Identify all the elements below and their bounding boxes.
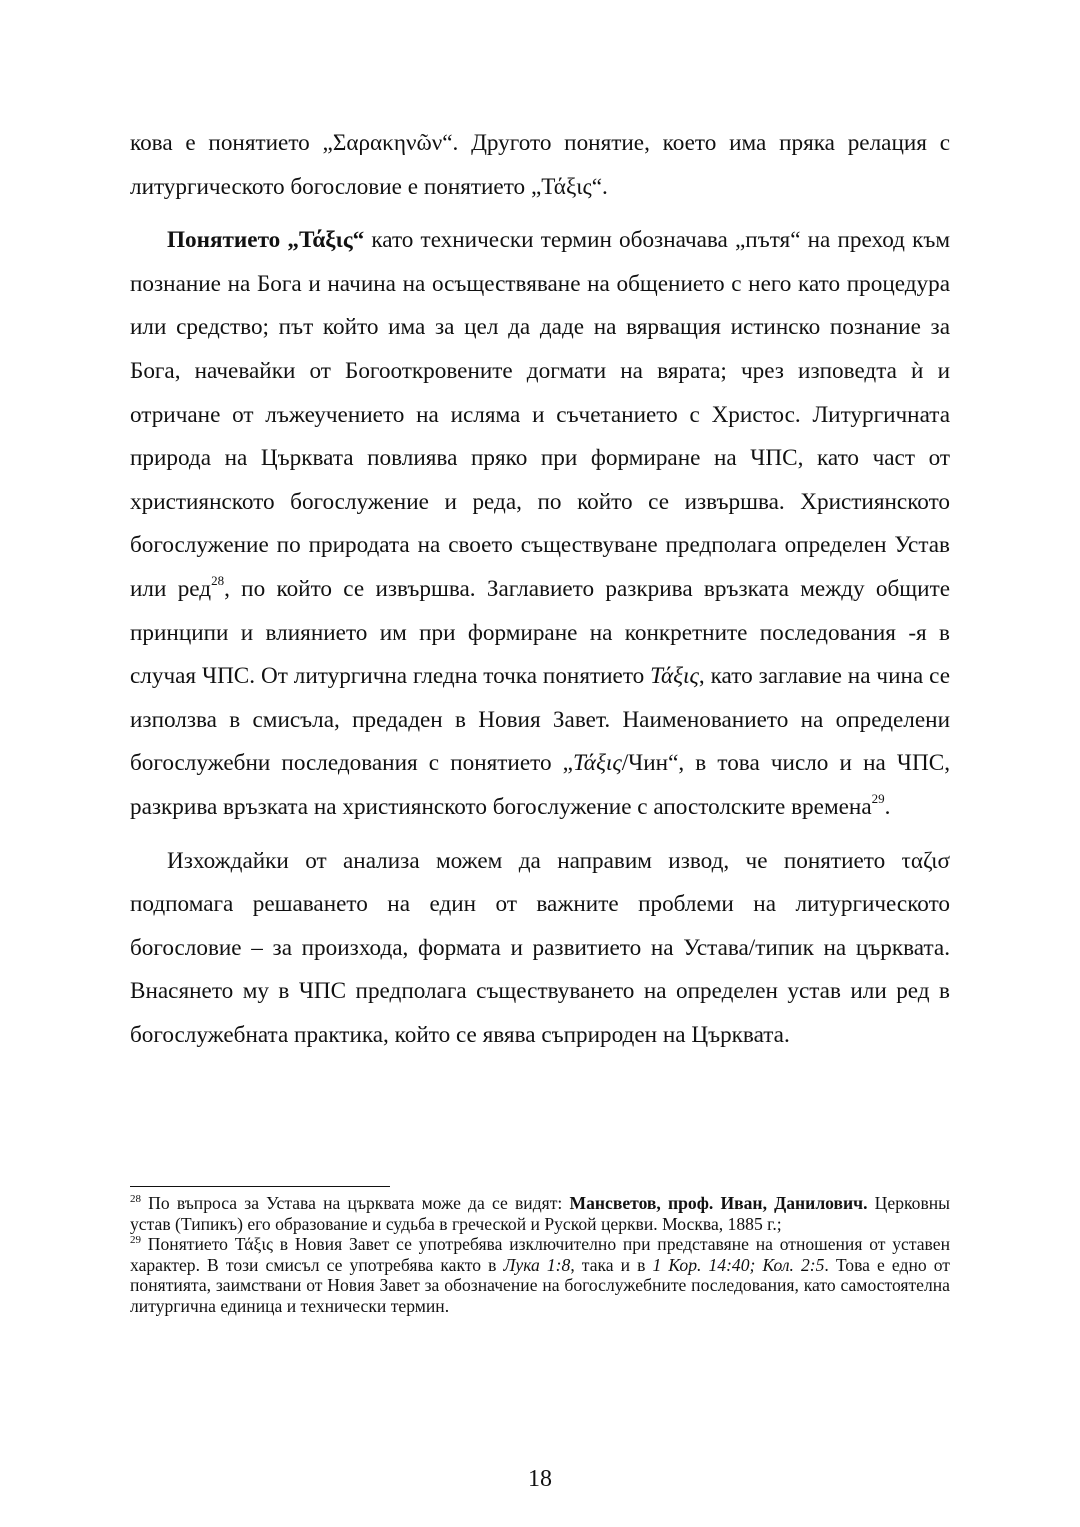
paragraph-1-text: кова е понятието „Σαρακηνῶν“. Другото понятие, което има пряка релация с литургическото богословие е понятието „Τάξις“. <box>130 130 950 200</box>
footnote-ref-28[interactable]: 28 <box>211 572 225 588</box>
footnote-28 <box>130 1193 950 1234</box>
footnote-28-number: 28 <box>130 1193 141 1205</box>
paragraph-2-italic-term-1: Τάξις <box>650 663 699 690</box>
paragraph-2-text-c: , като заглавие на чина се използва в смисъла, предаден в Новия Завет. Наименованието на определени богослужебни последования с понятието „ <box>130 663 950 777</box>
footnote-28-text-a: По въпроса за Устава на църквата може да се видят: <box>141 1193 570 1213</box>
footnotes <box>130 1193 950 1317</box>
paragraph-2-text-e: . <box>884 793 891 820</box>
paragraph-2-italic-term-2: Τάξις <box>572 750 622 777</box>
footnote-28-author: Мансветов, проф. Иван, Данилович. <box>569 1193 868 1213</box>
paragraph-2-bold-lead: Понятието „Τάξις“ <box>167 227 365 254</box>
page-number: 18 <box>528 1466 552 1492</box>
footnote-28-text-b: Церковны устав (Типикъ) его образование и судьба в греческой и Руской церкви. Москва, 1885 г.; <box>130 1193 950 1234</box>
footnote-29-number: 29 <box>130 1234 141 1247</box>
paragraph-2 <box>130 219 950 829</box>
paragraph-3-text: Изхождайки от анализа можем да направим извод, че понятието ταζισ подпомага решаването на един от важните проблеми на литургическото богословие – за произхода, формата и развитието на Устава/типик на църквата. Внасянето му в ЧПС предполага съществуването на определен устав или ред в богослужебната практика, който се явява съприроден на Църквата. <box>130 847 950 1048</box>
paragraph-2-text-a: като технически термин обозначава „пътя“ на преход към познание на Бога и начина на осъществяване на общението с него като процедура или средство; път който има за цел да даде на вярващия истинско познание за Бога, начевайки от Богооткровените догмати на вярата; чрез изповедта ѝ и отричане от лъжеучението на исляма и съчетанието с Христос. Литургичната природа на Църквата повлиява пряко при формиране на ЧПС, като част от християнското богослужение и реда, по който се извършва. Християнското богослужение по природата на своето съществуване предполага определен Устав или ред <box>130 227 950 602</box>
paragraph-3 <box>130 840 950 1058</box>
footnote-29-text-a: Понятието Τάξις в Новия Завет се употребява изключително при представяне на отношения от уставен характер. В този смисъл се употребява както в <box>130 1234 950 1275</box>
paragraph-1 <box>130 122 950 209</box>
paragraph-2-text-b: , по който се извършва. Заглавието разкрива връзката между общите принципи и влиянието им при формиране на конкретните последования -я в случая ЧПС. От литургична гледна точка понятието <box>130 575 950 690</box>
footnote-29-ref-luke: Лука 1:8 <box>503 1254 571 1275</box>
footnote-29-text-c: . Това е едно от понятията, заимствани от Новия Завет за обозначение на богослужебните последования, като самостоятелна литургична единица и технически термин. <box>130 1254 950 1316</box>
footnote-29-ref-cor: 1 Кор. 14:40; Кол. 2:5 <box>652 1254 825 1275</box>
paragraph-2-text-d: /Чин“, в това число и на ЧПС, разкрива връзката на християнското богослужение с апостолските времена <box>130 750 951 820</box>
footnote-separator <box>130 1186 390 1187</box>
main-text <box>130 122 950 1057</box>
footnote-ref-29[interactable]: 29 <box>871 790 885 806</box>
footnote-29-text-b: , така и в <box>570 1254 653 1275</box>
footnote-29 <box>130 1234 950 1316</box>
